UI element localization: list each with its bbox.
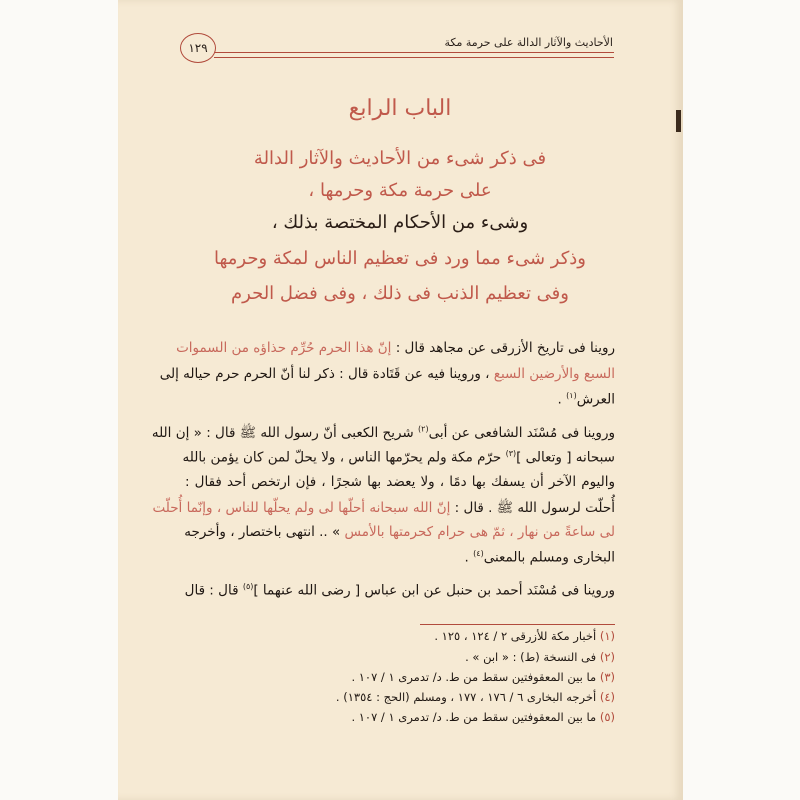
running-header: الأحاديث والآثار الدالة على حرمة مكة [444,36,613,49]
text: . [464,549,474,566]
text: روينا فى تاريخ الأزرقى عن مجاهد قال : [391,340,615,356]
body-line [176,340,615,356]
body-line [182,449,615,466]
text: وروينا فى مُسْنَد أحمد بن حنبل عن ابن عباس [ رضى الله عنهما ] [253,582,615,599]
body-line [151,424,615,444]
text: العرش [576,391,615,408]
footnote [185,670,615,684]
header-rule [214,52,614,58]
footnote [185,650,615,664]
footnote [185,690,615,704]
heading-line: فى ذكر شىء من الأحاديث والآثار الدالة [253,148,547,169]
text: قال : قال [184,582,243,599]
body-line [152,499,615,519]
body-line [185,391,615,408]
footnote-text: ما بين المعقوفتين سقط من ط. د/ تدمرى ١ / ١٠٧ . [351,710,597,724]
chapter-title: الباب الرابع [348,96,452,121]
text: وروينا فى مُسْنَد الشافعى عن أبى [428,425,615,441]
footnote-text: أخرجه البخارى ٦ / ١٧٦ ، ١٧٧ ، ومسلم (الحج : ١٣٥٤) . [335,690,597,704]
footnote-ref[interactable]: (٥) [242,582,254,591]
body-line [159,366,615,382]
heading-line: وشىء من الأحكام المختصة بذلك ، [271,212,529,233]
footnote-rule [420,624,615,625]
text: أُحلّت لرسول الله ﷺ . قال : [450,500,615,516]
footnote-ref[interactable]: (٤) [473,549,484,558]
footnote-number: (١) [599,629,615,643]
footnote-ref[interactable]: (٣) [505,449,517,458]
text: شريح الكعبى أنّ رسول الله ﷺ قال : « إن الله [151,425,419,441]
footnote-ref[interactable]: (٢) [418,424,429,434]
text: ، وروينا فيه عن قَتَادة قال : ذكر لنا أنّ الحرم حرم حياله إلى [159,366,494,382]
quote-text: إنّ الله سبحانه أحلّها لى ولم يحلّها للناس ، وإنّما أُحلّت [152,500,451,516]
footnote [185,710,615,724]
body-line: واليوم الآخر أن يسفك بها دمًا ، ولا يعضد بها شجرًا ، فإن ارتخص أحد فقال : [185,474,615,490]
footnote-text: أخبار مكة للأزرقى ٢ / ١٢٤ ، ١٢٥ . [434,629,597,643]
body-line [185,524,615,540]
heading-line: على حرمة مكة وحرمها ، [308,180,492,201]
heading-line: وذكر شىء مما ورد فى تعظيم الناس لمكة وحرمها [214,248,586,269]
body-line [185,549,615,566]
footnote-number: (٢) [599,650,615,664]
footnote-number: (٣) [599,670,615,684]
body-line [185,582,615,599]
page-edge-mark [676,110,681,132]
text: » .. انتهى باختصار ، وأخرجه [184,524,345,540]
footnote-text: فى النسخة (ط) : « ابن » . [465,650,597,664]
text: . [557,391,567,408]
text: البخارى ومسلم بالمعنى [483,549,615,566]
footnote-text: ما بين المعقوفتين سقط من ط. د/ تدمرى ١ / ١٠٧ . [351,670,597,684]
footnote-number: (٥) [599,710,615,724]
footnote-number: (٤) [599,690,615,704]
text: سبحانه [ وتعالى ] [516,449,615,466]
heading-line: وفى تعظيم الذنب فى ذلك ، وفى فضل الحرم [231,283,569,304]
quote-text: السبع والأرضين السبع [493,366,615,382]
quote-text: إنّ هذا الحرم حُرِّم حذاؤه من السموات [176,340,392,356]
quote-text: لى ساعةً من نهار ، ثمّ هى حرام كحرمتها بالأمس [344,524,615,540]
footnote [185,629,615,643]
footnote-ref[interactable]: (١) [566,391,577,400]
page-number: ١٢٩ [180,33,216,63]
text: حرّم مكة ولم يحرّمها الناس ، ولا يحلّ لمن كان يؤمن بالله [182,449,506,466]
